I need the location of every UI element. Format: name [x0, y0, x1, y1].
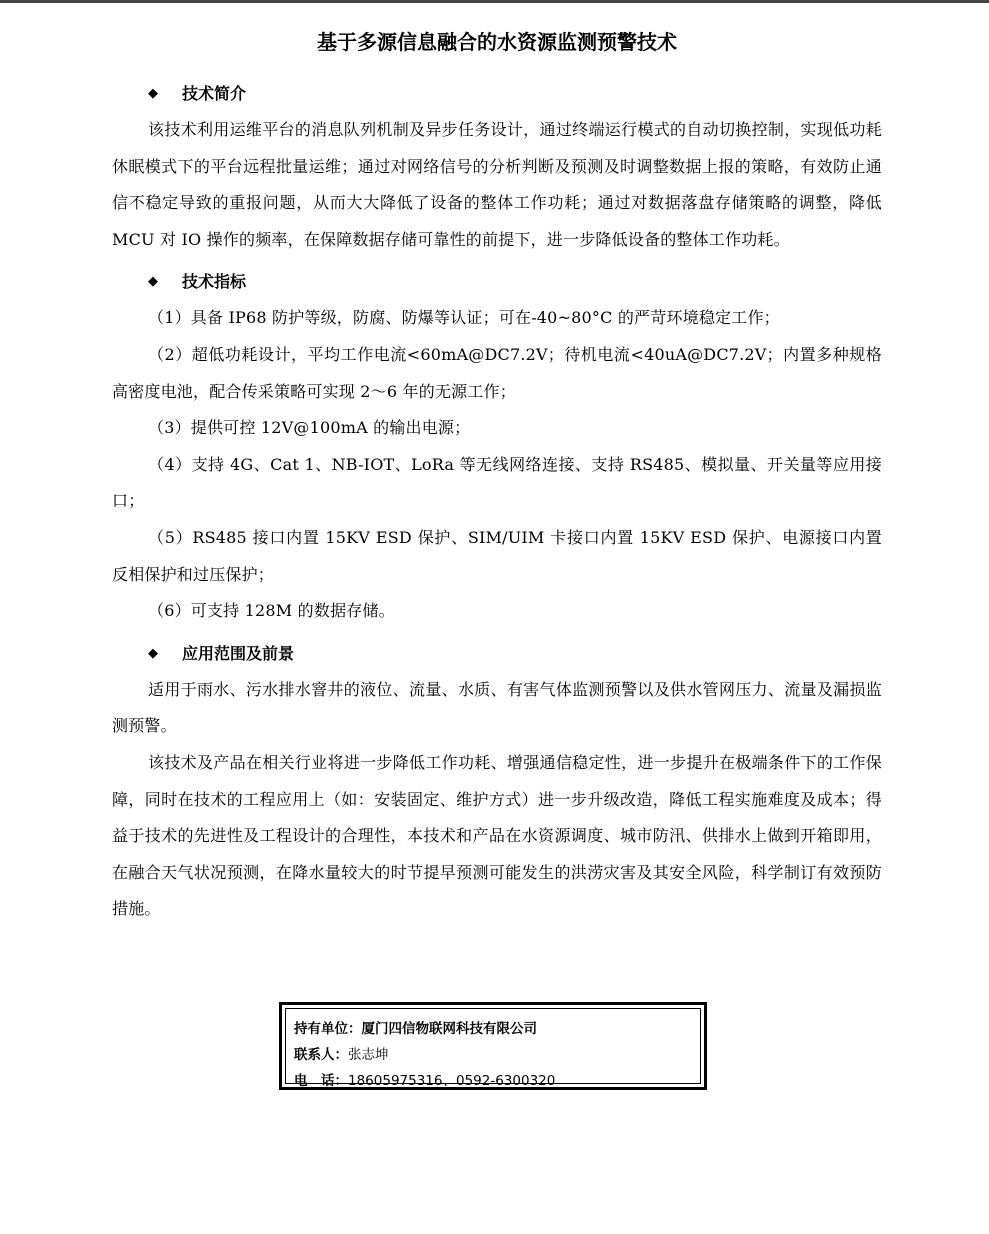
intro-paragraph: 该技术利用运维平台的消息队列机制及异步任务设计，通过终端运行模式的自动切换控制，实现低功耗休眠模式下的平台远程批量运维；通过对网络信号的分析判断及预测及时调整数据上报的策略，有效防止通信不稳定导致的重报问题，从而大大降低了设备的整体工作功耗；通过对数据落盘存储策略的调整，降低 MCU 对 IO 操作的频率，在保障数据存储可靠性的前提下，进一步降低设备的整体工作功耗。: [112, 120, 882, 249]
diamond-bullet-icon: ◆: [148, 86, 158, 101]
contact-box: [279, 1002, 707, 1090]
contact-org-label: 持有单位：: [294, 1021, 362, 1037]
outlook-paragraph: 该技术及产品在相关行业将进一步降低工作功耗、增强通信稳定性，进一步提升在极端条件下的工作保障，同时在技术的工程应用上（如：安装固定、维护方式）进一步升级改造，降低工程实施难度及成本；得益于技术的先进性及工程设计的合理性，本技术和产品在水资源调度、城市防汛、供排水上做到开箱即用，在融合天气状况预测，在降水量较大的时节提早预测可能发生的洪涝灾害及其安全风险，科学制订有效预防措施。: [112, 752, 882, 919]
section-heading-label: 技术指标: [182, 272, 247, 292]
spec-item: （1）具备 IP68 防护等级，防腐、防爆等认证；可在-40~80°C 的严苛环境稳定工作；: [148, 308, 780, 328]
section-heading-application: [112, 636, 882, 672]
spec-item: （4）支持 4G、Cat 1、NB-IOT、LoRa 等无线网络连接、支持 RS485、模拟量、开关量等应用接口；: [112, 454, 882, 511]
spec-item: （3）提供可控 12V@100mA 的输出电源；: [148, 418, 471, 438]
section-heading-intro: [112, 76, 882, 112]
document-page: [112, 24, 882, 928]
contact-box-inner: [285, 1008, 701, 1089]
contact-phone-value: 18605975316、0592-6300320: [348, 1073, 556, 1089]
spec-item: （6）可支持 128M 的数据存储。: [148, 601, 395, 621]
contact-org-line: [294, 1017, 537, 1037]
section-heading-specs: [112, 264, 882, 300]
section-heading-label: 技术简介: [182, 84, 247, 103]
diamond-bullet-icon: ◆: [148, 645, 158, 661]
section-heading-label: 应用范围及前景: [182, 643, 295, 663]
spec-item: （2）超低功耗设计，平均工作电流<60mA@DC7.2V；待机电流<40uA@DC7.2V；内置多种规格高密度电池，配合传采策略可实现 2～6 年的无源工作；: [112, 344, 882, 401]
contact-person-line: [294, 1043, 389, 1063]
document-title: 基于多源信息融合的水资源监测预警技术: [317, 30, 677, 54]
diamond-bullet-icon: ◆: [148, 274, 158, 290]
contact-phone-label: 电 话：: [294, 1073, 348, 1089]
spec-item: （5）RS485 接口内置 15KV ESD 保护、SIM/UIM 卡接口内置 15KV ESD 保护、电源接口内置反相保护和过压保护；: [112, 527, 882, 584]
top-rule: [0, 0, 989, 3]
contact-org-value: 厦门四信物联网科技有限公司: [361, 1021, 537, 1037]
contact-phone-line: [294, 1069, 555, 1089]
application-paragraph: 适用于雨水、污水排水窨井的液位、流量、水质、有害气体监测预警以及供水管网压力、流量及漏损监测预警。: [112, 679, 882, 736]
contact-person-label: 联系人：: [294, 1047, 348, 1063]
contact-person-value: 张志坤: [348, 1047, 389, 1063]
